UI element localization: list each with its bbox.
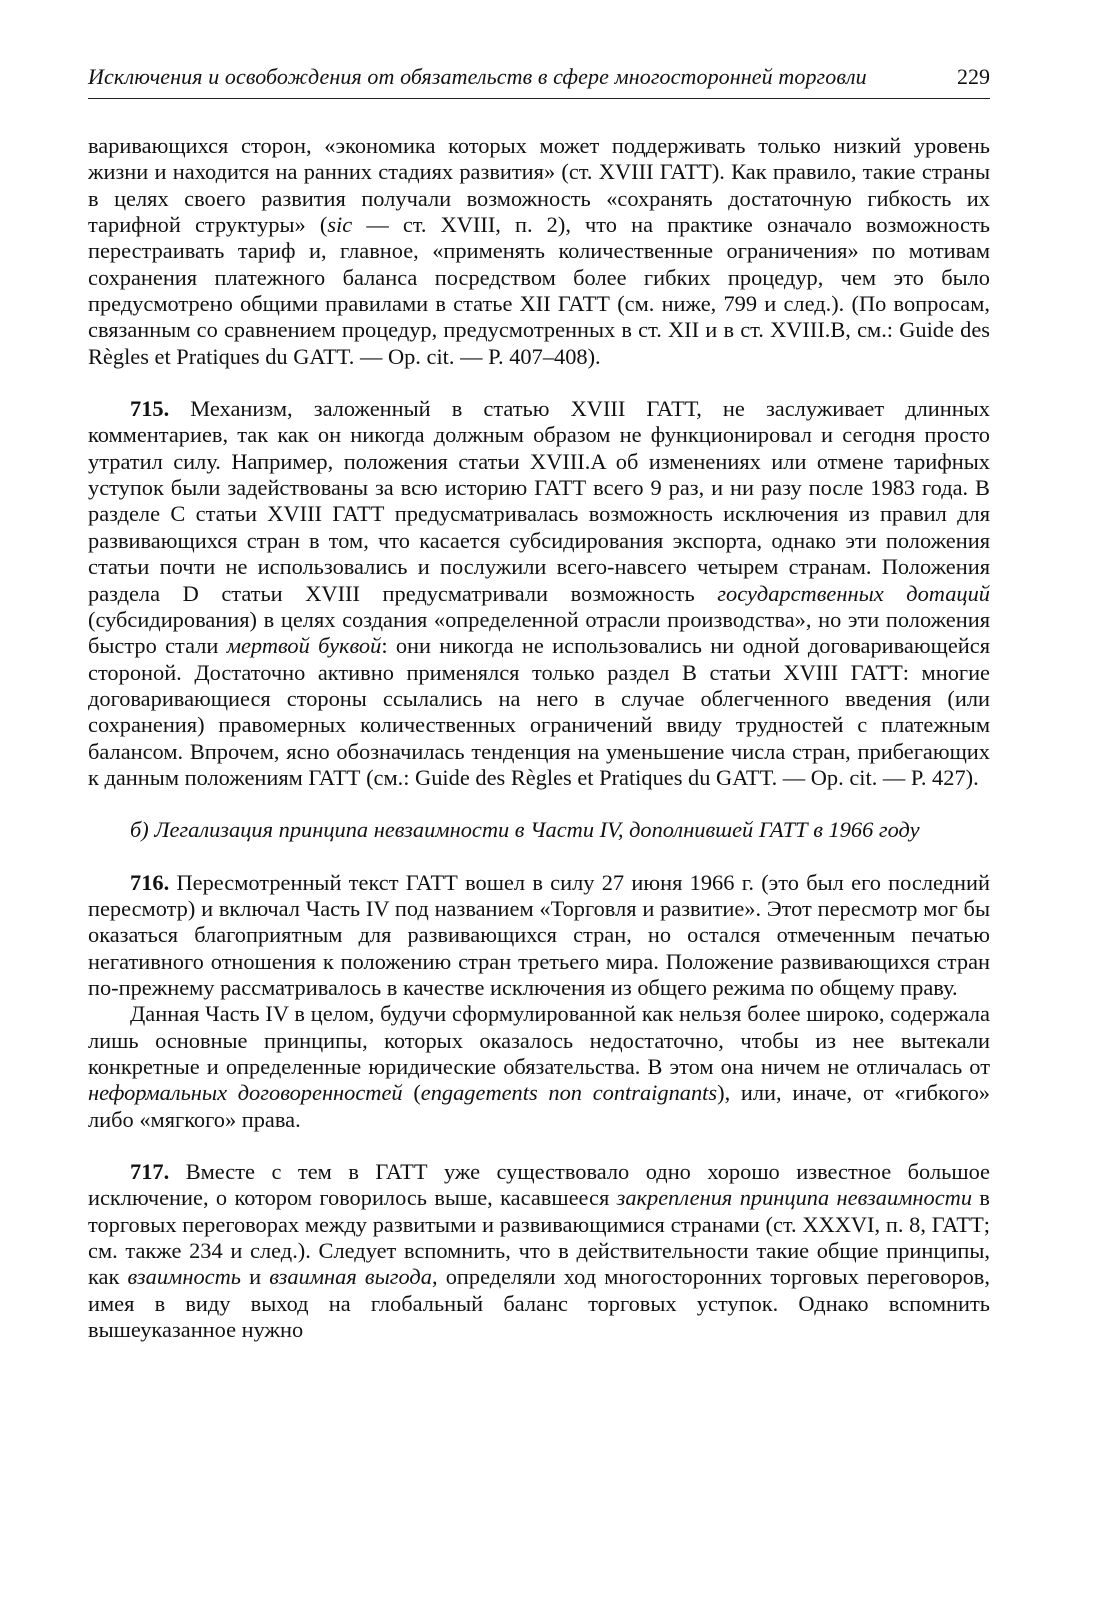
text-run: варивающихся сторон, «экономика которых может поддерживать только низкий уровень жизни и находится на ранних стадиях развития» (ст. XVIII ГАТТ). Как правило, такие страны в целях своего развития получали возможность «сохранять достаточную гибкость их тарифной структуры» (	[88, 133, 990, 238]
italic-term: sic	[327, 212, 353, 238]
italic-term: неформальных договоренностей	[88, 1080, 403, 1106]
italic-term: государственных дотаций	[717, 580, 990, 606]
text-run: (	[402, 1080, 421, 1106]
text-run: : они никогда не использовались ни одной договаривающейся стороной. Достаточно активно применялся только раздел B статьи XVIII ГАТТ: многие договаривающиеся стороны ссылались на него в случае облегченного введения (или сохранения) правомерных количественных ограничений ввиду трудностей с платежным балансом. Впрочем, ясно обозначилась тенденция на уменьшение числа стран, прибегающих к данным положениям ГАТТ (см.: Guide des Règles et Pratiques du GATT. — Op. cit. — P. 427).	[88, 633, 990, 790]
text-run: (субсидирования) в целях создания «определенной отрасли производства», но эти положения быстро стали	[88, 606, 990, 659]
text-run: — ст. XVIII, п. 2), что на практике означало возможность перестраивать тариф и, главное, «применять количественные ограничения» по мотивам сохранения платежного баланса посредством более гибких процедур, чем это было предусмотрено общими правилами в статье XII ГАТТ (см. ниже, 799 и след.). (По вопросам, связанным со сравнением процедур, предусмотренных в ст. XII и в ст. XVIII.B, см.: Guide des Règles et Pratiques du GATT. — Op. cit. — P. 407–408).	[88, 212, 990, 369]
paragraph-number: 716.	[130, 869, 170, 895]
text-run: и	[240, 1264, 270, 1290]
italic-term: взаимность	[127, 1264, 241, 1290]
paragraph-number: 717.	[130, 1159, 170, 1185]
page-body	[88, 133, 990, 1343]
running-header	[88, 62, 990, 99]
text-run: Вместе с тем в ГАТТ уже существовало одно хорошо известное большое исключение, о котором говорилось выше, касавшееся	[88, 1159, 990, 1211]
paragraph-intro	[88, 133, 990, 370]
text-run: Данная Часть IV в целом, будучи сформулированной как нельзя более широко, содержала лишь основные принципы, которых оказалось недостаточно, чтобы из нее вытекали конкретные и определенные юридические обязательства. В этом она ничем не отличалась от	[88, 1001, 990, 1079]
text-run: Пересмотренный текст ГАТТ вошел в силу 27 июня 1966 г. (это был его последний пересмотр) и включал Часть IV под названием «Торговля и развитие». Этот пересмотр мог бы оказаться благоприятным для развивающихся стран, но остался отмеченным печатью негативного отношения к положению стран третьего мира. Положение развивающихся стран по-прежнему рассматривалось в качестве исключения из общего режима по общему праву.	[88, 869, 990, 1000]
paragraph-716	[88, 870, 990, 1002]
section-subheading: б) Легализация принципа невзаимности в Части IV, дополнившей ГАТТ в 1966 году	[130, 817, 920, 843]
italic-term: engagements non contraignants	[420, 1080, 718, 1106]
italic-term: закрепления принципа невзаимности	[616, 1185, 973, 1211]
text-run: ), или, иначе, от «гибкого» либо «мягкого» права.	[88, 1080, 990, 1132]
running-header-title: Исключения и освобождения от обязательств в сфере многосторонней торговли	[88, 64, 867, 89]
text-run: Механизм, заложенный в статью XVIII ГАТТ, не заслуживает длинных комментариев, так как он никогда должным образом не функционировал и сегодня просто утратил силу. Например, положения статьи XVIII.A об изменениях или отмене тарифных уступок были задействованы за всю историю ГАТТ всего 9 раз, и ни разу после 1983 года. В разделе C статьи XVIII ГАТТ предусматривалась возможность исключения из правил для развивающихся стран в том, что касается субсидирования экспорта, однако эти положения статьи почти не использовались и послужили всего-навсего четырем странам. Положения раздела D статьи XVIII предусматривали возможность	[88, 396, 990, 606]
page-number: 229	[957, 64, 990, 89]
italic-term: взаимная выгода	[269, 1264, 432, 1290]
paragraph-716-continued	[88, 1001, 990, 1133]
text-run: , определяли ход многосторонних торговых переговоров, имея в виду выход на глобальный баланс торговых уступок. Однако вспомнить вышеуказанное нужно	[88, 1264, 990, 1343]
paragraph-715	[88, 396, 990, 791]
text-run: в торговых переговорах между развитыми и развивающимися странами (ст. XXXVI, п. 8, ГАТТ; см. также 234 и след.). Следует вспомнить, что в действительности такие общие принципы, как	[88, 1185, 990, 1290]
italic-term: мертвой буквой	[226, 633, 382, 659]
paragraph-717	[88, 1159, 990, 1343]
paragraph-number: 715.	[130, 396, 170, 422]
